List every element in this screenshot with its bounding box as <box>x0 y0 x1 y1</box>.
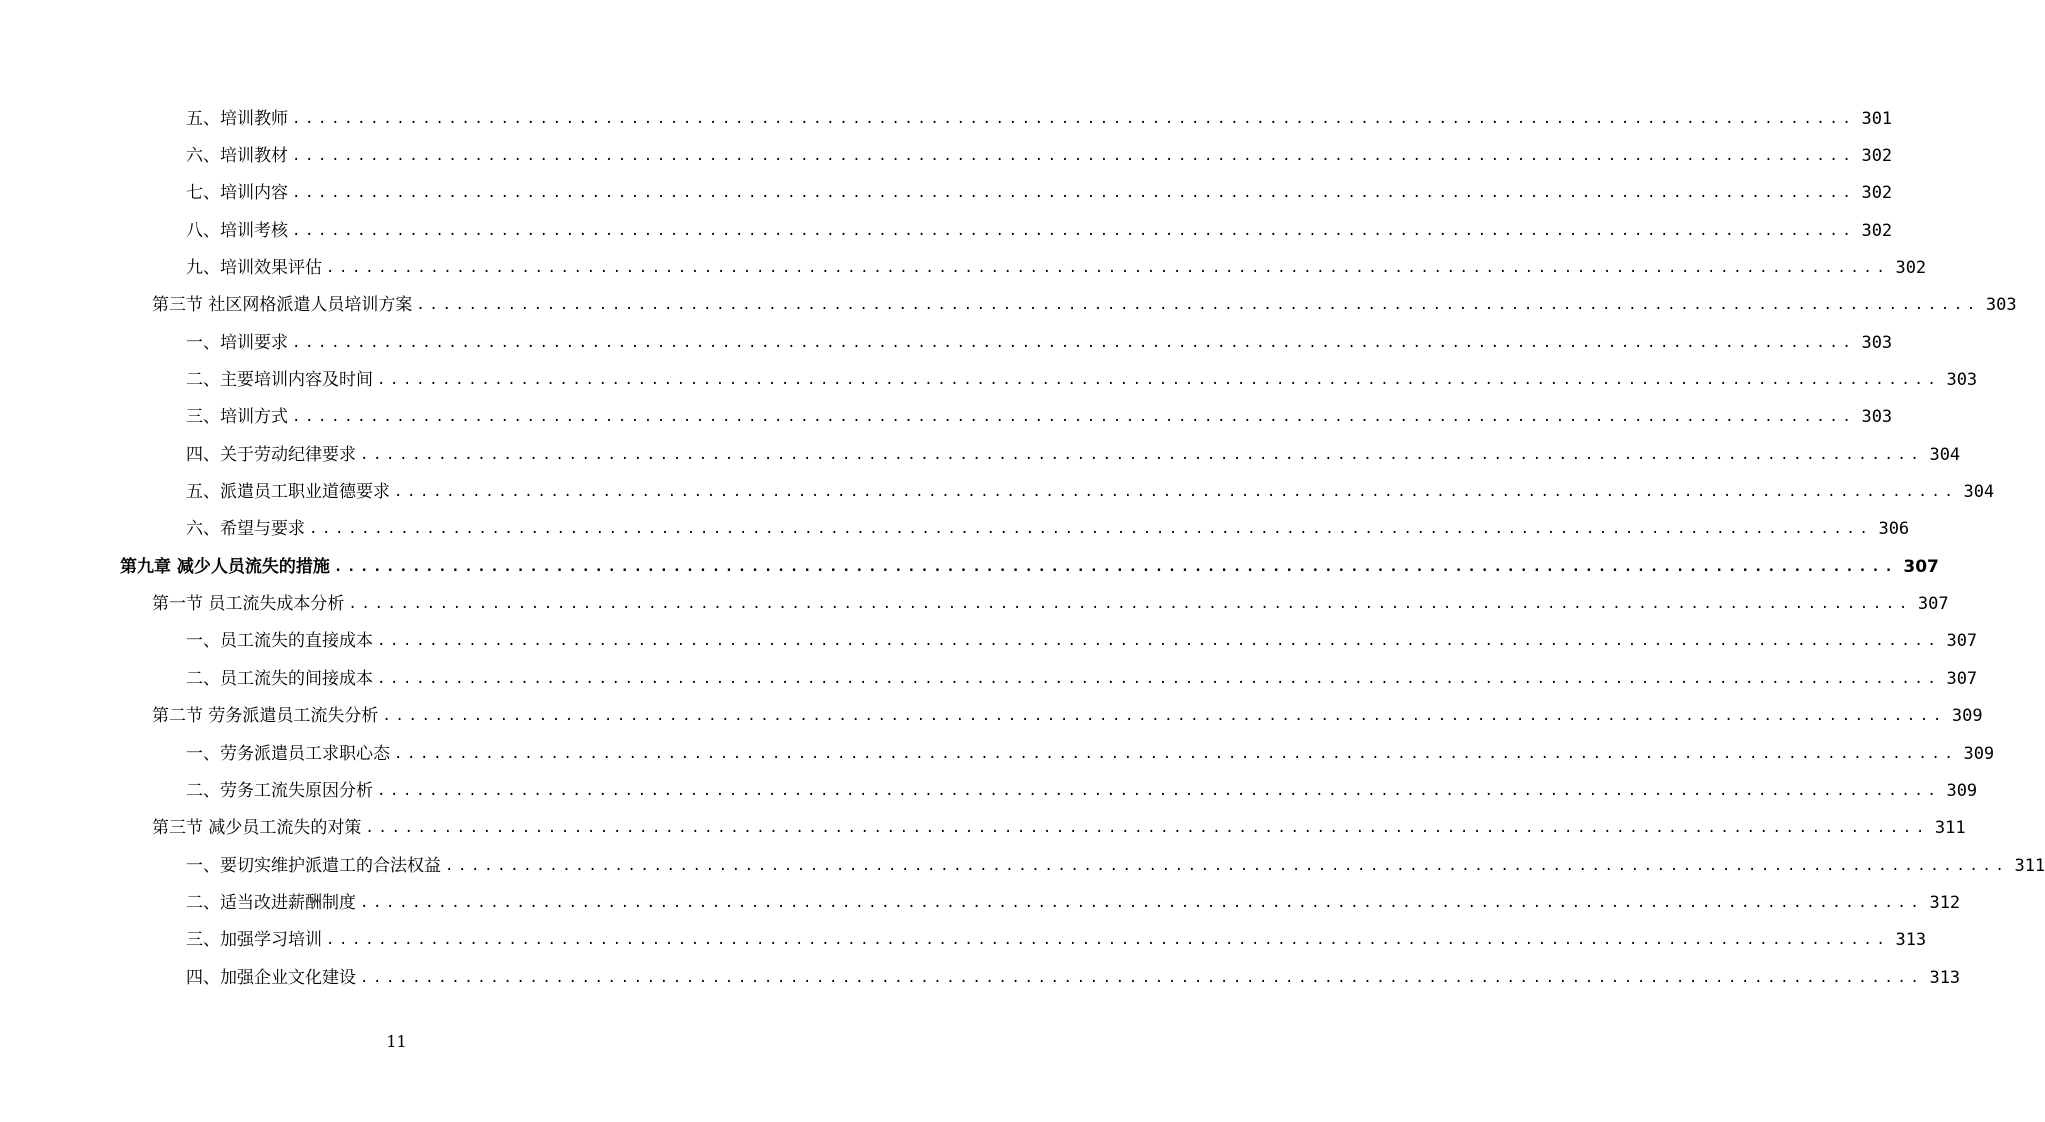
toc-entry-title: 三、加强学习培训 <box>186 930 322 951</box>
toc-subsection-entry[interactable] <box>0 100 1893 137</box>
toc-subsection-entry[interactable] <box>0 847 2045 884</box>
toc-subsection-entry[interactable] <box>0 399 1893 436</box>
toc-section-entry[interactable] <box>0 698 1983 735</box>
toc-entry-page: 306 <box>1878 519 1910 540</box>
toc-subsection-entry[interactable] <box>0 175 1893 212</box>
table-of-contents <box>0 100 2045 996</box>
toc-dot-leader: ........................................................................................................................ <box>333 558 1898 575</box>
toc-subsection-entry[interactable] <box>0 324 1893 361</box>
toc-subsection-entry[interactable] <box>0 772 1978 809</box>
toc-entry-title: 四、加强企业文化建设 <box>186 967 356 988</box>
toc-subsection-entry[interactable] <box>0 436 1961 473</box>
toc-entry-title: 一、劳务派遣员工求职心态 <box>186 743 390 764</box>
toc-dot-leader: ........................................................................................................................ <box>292 148 1856 165</box>
toc-entry-title: 第三节 减少员工流失的对策 <box>152 818 362 839</box>
toc-entry-page: 307 <box>1903 556 1939 577</box>
toc-dot-leader: ........................................................................................................................ <box>377 372 1941 389</box>
toc-entry-page: 303 <box>1985 295 2017 316</box>
toc-entry-page: 311 <box>2014 855 2045 876</box>
toc-entry-page: 312 <box>1929 892 1961 913</box>
toc-entry-title: 一、员工流失的直接成本 <box>186 631 373 652</box>
toc-subsection-entry[interactable] <box>0 884 1961 921</box>
toc-entry-page: 313 <box>1895 930 1927 951</box>
page-number: 11 <box>386 1032 407 1051</box>
toc-dot-leader: ........................................................................................................................ <box>360 969 1924 986</box>
toc-dot-leader: ........................................................................................................................ <box>292 222 1856 239</box>
toc-dot-leader: ........................................................................................................................ <box>292 409 1856 426</box>
toc-dot-leader: ........................................................................................................................ <box>377 633 1941 650</box>
toc-entry-title: 三、培训方式 <box>186 407 288 428</box>
toc-entry-title: 二、适当改进薪酬制度 <box>186 892 356 913</box>
toc-entry-page: 309 <box>1951 706 1983 727</box>
toc-dot-leader: ........................................................................................................................ <box>348 596 1912 613</box>
toc-entry-page: 303 <box>1946 370 1978 391</box>
toc-entry-page: 307 <box>1917 594 1949 615</box>
toc-dot-leader: ........................................................................................................................ <box>292 110 1856 127</box>
toc-entry-page: 302 <box>1861 146 1893 167</box>
toc-entry-title: 一、要切实维护派遣工的合法权益 <box>186 855 441 876</box>
toc-subsection-entry[interactable] <box>0 511 1910 548</box>
toc-dot-leader: ........................................................................................................................ <box>382 708 1946 725</box>
toc-entry-title: 第三节 社区网格派遣人员培训方案 <box>152 295 413 316</box>
toc-dot-leader: ........................................................................................................................ <box>394 484 1958 501</box>
toc-dot-leader: ........................................................................................................................ <box>365 820 1929 837</box>
toc-entry-page: 302 <box>1861 220 1893 241</box>
toc-subsection-entry[interactable] <box>0 959 1961 996</box>
toc-subsection-entry[interactable] <box>0 361 1978 398</box>
toc-dot-leader: ........................................................................................................................ <box>326 932 1890 949</box>
toc-subsection-entry[interactable] <box>0 137 1893 174</box>
toc-entry-page: 301 <box>1861 108 1893 129</box>
toc-entry-page: 302 <box>1861 183 1893 204</box>
toc-entry-page: 304 <box>1929 444 1961 465</box>
toc-section-entry[interactable] <box>0 585 1949 622</box>
toc-entry-title: 五、派遣员工职业道德要求 <box>186 482 390 503</box>
toc-entry-title: 二、劳务工流失原因分析 <box>186 780 373 801</box>
toc-section-entry[interactable] <box>0 810 1966 847</box>
toc-entry-page: 303 <box>1861 332 1893 353</box>
toc-dot-leader: ........................................................................................................................ <box>377 782 1941 799</box>
toc-entry-title: 二、主要培训内容及时间 <box>186 370 373 391</box>
toc-entry-title: 第一节 员工流失成本分析 <box>152 594 345 615</box>
toc-entry-title: 第九章 减少人员流失的措施 <box>120 556 330 577</box>
toc-subsection-entry[interactable] <box>0 473 1995 510</box>
toc-dot-leader: ........................................................................................................................ <box>377 670 1941 687</box>
toc-dot-leader: ........................................................................................................................ <box>292 334 1856 351</box>
toc-entry-title: 二、员工流失的间接成本 <box>186 668 373 689</box>
toc-entry-page: 303 <box>1861 407 1893 428</box>
toc-dot-leader: ........................................................................................................................ <box>360 894 1924 911</box>
toc-entry-title: 六、培训教材 <box>186 146 288 167</box>
toc-entry-page: 302 <box>1895 258 1927 279</box>
toc-subsection-entry[interactable] <box>0 623 1978 660</box>
toc-entry-title: 六、希望与要求 <box>186 519 305 540</box>
toc-dot-leader: ........................................................................................................................ <box>416 297 1980 314</box>
toc-subsection-entry[interactable] <box>0 735 1995 772</box>
toc-section-entry[interactable] <box>0 287 2017 324</box>
toc-dot-leader: ........................................................................................................................ <box>309 521 1873 538</box>
toc-dot-leader: ........................................................................................................................ <box>360 446 1924 463</box>
toc-chapter-entry[interactable] <box>0 548 1939 585</box>
toc-subsection-entry[interactable] <box>0 249 1927 286</box>
toc-subsection-entry[interactable] <box>0 660 1978 697</box>
toc-entry-title: 九、培训效果评估 <box>186 258 322 279</box>
toc-entry-page: 311 <box>1934 818 1966 839</box>
toc-subsection-entry[interactable] <box>0 922 1927 959</box>
toc-entry-page: 307 <box>1946 631 1978 652</box>
toc-entry-title: 一、培训要求 <box>186 332 288 353</box>
toc-entry-title: 七、培训内容 <box>186 183 288 204</box>
toc-entry-title: 八、培训考核 <box>186 220 288 241</box>
toc-entry-title: 第二节 劳务派遣员工流失分析 <box>152 706 379 727</box>
toc-entry-page: 309 <box>1963 743 1995 764</box>
toc-subsection-entry[interactable] <box>0 212 1893 249</box>
toc-entry-page: 307 <box>1946 668 1978 689</box>
toc-dot-leader: ........................................................................................................................ <box>326 260 1890 277</box>
toc-dot-leader: ........................................................................................................................ <box>292 185 1856 202</box>
toc-entry-title: 四、关于劳动纪律要求 <box>186 444 356 465</box>
toc-entry-page: 313 <box>1929 967 1961 988</box>
toc-entry-page: 304 <box>1963 482 1995 503</box>
toc-entry-page: 309 <box>1946 780 1978 801</box>
toc-dot-leader: ........................................................................................................................ <box>394 745 1958 762</box>
toc-dot-leader: ........................................................................................................................ <box>445 857 2009 874</box>
toc-entry-title: 五、培训教师 <box>186 108 288 129</box>
